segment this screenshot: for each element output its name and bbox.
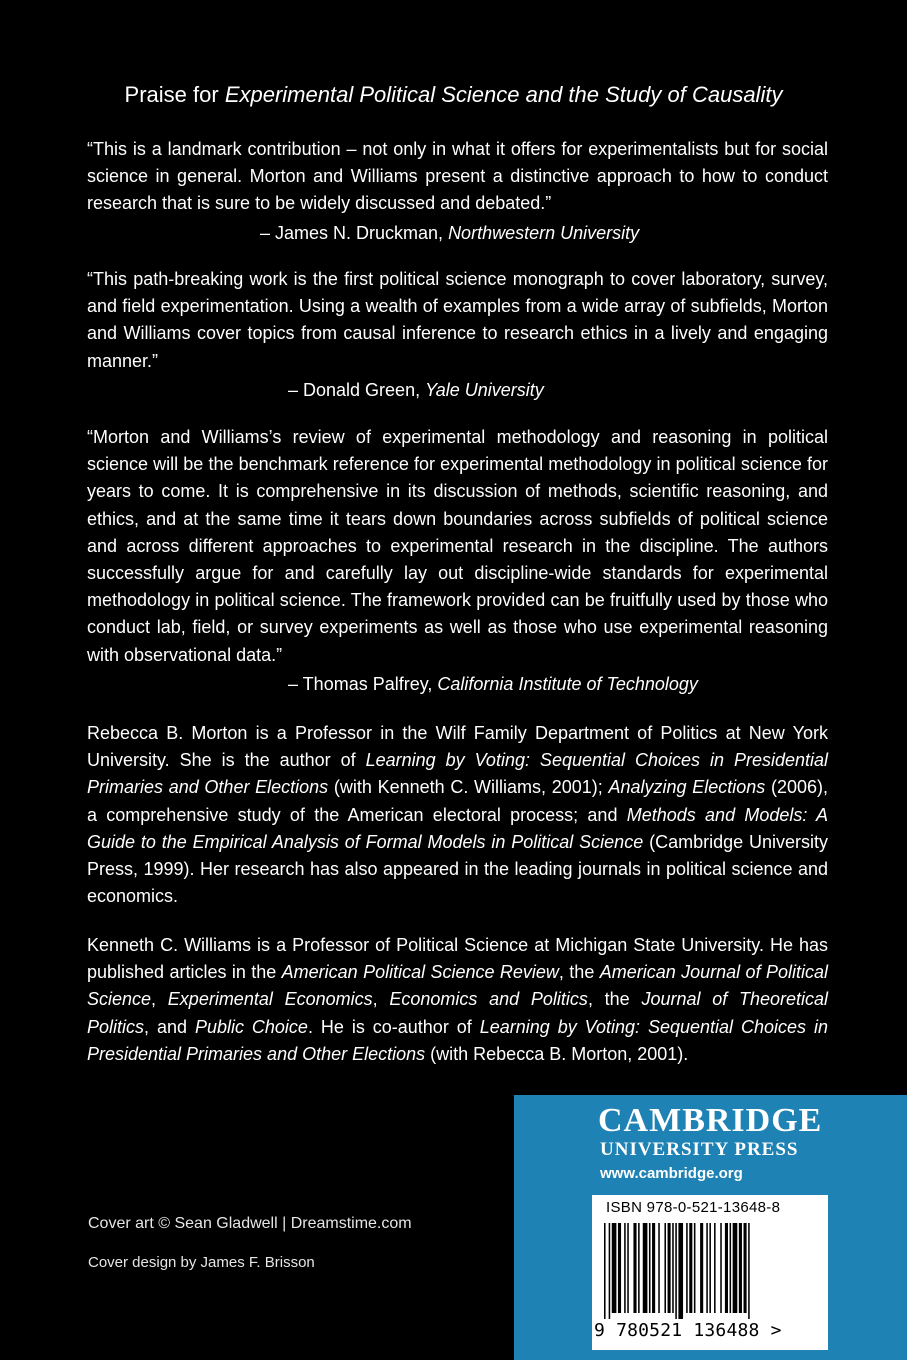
praise-heading: [0, 80, 907, 110]
barcode-bar: [643, 1223, 648, 1313]
bio-text: Kenneth C. Williams is a Professor of Political Science at Michigan State University. He has published articles in the: [87, 935, 828, 983]
barcode-bar: [672, 1223, 674, 1313]
barcode-bar: [668, 1223, 671, 1313]
barcode-bar: [714, 1223, 716, 1313]
isbn-label: ISBN 978-0-521-13648-8: [606, 1199, 781, 1216]
attribution-palfrey: [288, 672, 698, 696]
praise-prefix: Praise for: [124, 82, 225, 107]
attribution-author: – James N. Druckman,: [260, 223, 449, 243]
publisher-press: UNIVERSITY PRESS: [600, 1139, 799, 1160]
quote-green: “This path-breaking work is the first political science monograph to cover laboratory, survey, and field experimentation. Using a wealth of examples from a wide array of subfields, Morton and Williams cover topics from causal inference to research ethics in a lively and engaging manner.”: [87, 269, 828, 371]
book-title: Learning by Voting: Sequential Choices in Presidential Primaries and Other Elections: [87, 1016, 828, 1064]
bio-text: ,: [151, 989, 168, 1010]
bio-text: Rebecca B. Morton is a Professor in the Wilf Family Department of Politics at New York University. She is the author of: [87, 723, 828, 771]
attribution-green: [288, 378, 544, 402]
barcode-bar: [748, 1223, 750, 1319]
publisher-url: www.cambridge.org: [600, 1165, 743, 1182]
barcode-bar: [633, 1223, 636, 1313]
barcode-bar: [733, 1223, 738, 1313]
barcode-bar: [744, 1223, 747, 1313]
bio-text: (with Rebecca B. Morton, 2001).: [425, 1043, 689, 1064]
barcode-bar: [720, 1223, 722, 1313]
journal-title: Public Choice: [194, 1016, 308, 1037]
barcode-bar: [609, 1223, 611, 1319]
bio-text: (2006), a comprehensive study of the American electoral process; and: [87, 777, 828, 825]
journal-title: Economics and Politics: [389, 989, 588, 1010]
attribution-druckman: [260, 221, 639, 245]
book-title: Experimental Political Science and the Study of Causality: [224, 82, 783, 107]
author-bio-williams: [87, 932, 828, 1068]
book-title: Learning by Voting: Sequential Choices in Presidential Primaries and Other Elections: [87, 750, 828, 798]
journal-title: Experimental Economics: [167, 989, 373, 1010]
attribution-affiliation: Northwestern University: [448, 223, 640, 243]
bio-text: (with Kenneth C. Williams, 2001);: [328, 777, 609, 798]
journal-title: American Political Science Review: [281, 962, 559, 983]
bio-text: , and: [144, 1016, 195, 1037]
barcode-digits: 9 780521 136488 >: [594, 1320, 782, 1341]
barcode-bar: [725, 1223, 728, 1313]
cover-art-credit: Cover art © Sean Gladwell | Dreamstime.com: [88, 1215, 412, 1232]
barcode-bar: [700, 1223, 703, 1313]
barcode-bar: [664, 1223, 666, 1313]
book-title: Methods and Models: A Guide to the Empirical Analysis of Formal Models in Political Science: [87, 804, 828, 852]
barcode-bar: [638, 1223, 640, 1313]
barcode: [592, 1195, 828, 1350]
barcode-bar: [709, 1223, 711, 1313]
barcode-bar: [627, 1223, 629, 1313]
book-title: Analyzing Elections: [608, 777, 766, 798]
barcode-bar: [624, 1223, 626, 1313]
bio-text: , the: [558, 962, 600, 983]
quote-druckman: “This is a landmark contribution – not only in what it offers for experimentalists but for social science in general. Morton and Williams present a distinctive approach to how to conduct research that is sure to be widely discussed and debated.”: [87, 139, 828, 214]
publisher-block: [514, 1095, 907, 1360]
barcode-bar: [686, 1223, 688, 1313]
journal-title: American Journal of Political Science: [87, 962, 828, 1010]
barcode-bar: [689, 1223, 692, 1313]
barcode-bar: [658, 1223, 660, 1313]
attribution-author: – Donald Green,: [288, 380, 426, 400]
barcode-bar: [618, 1223, 621, 1313]
barcode-bar: [730, 1223, 732, 1313]
bio-text: ,: [372, 989, 390, 1010]
attribution-author: – Thomas Palfrey,: [288, 674, 438, 694]
barcode-bar: [652, 1223, 655, 1313]
barcode-bar: [694, 1223, 696, 1313]
bio-text: . He is co-author of: [307, 1016, 480, 1037]
journal-title: Journal of Theoretical Politics: [87, 989, 828, 1037]
barcode-bar: [675, 1223, 677, 1319]
attribution-affiliation: California Institute of Technology: [437, 674, 698, 694]
cover-design-credit: Cover design by James F. Brisson: [88, 1254, 315, 1271]
barcode-bar: [706, 1223, 708, 1313]
barcode-bar: [604, 1223, 606, 1319]
barcode-bar: [649, 1223, 651, 1313]
bio-text: , the: [587, 989, 642, 1010]
quote-palfrey: “Morton and Williams’s review of experimental methodology and reasoning in political science will be the benchmark reference for experimental methodology in political science for years to come. It is comprehensive in its discussion of methods, scientific reasoning, and ethics, and at the same time it tears down boundaries across subfields of political science and across different approaches to experimental research in the discipline. The authors successfully argue for and carefully lay out discipline-wide standards for experimental methodology in political science. The framework provided can be fruitfully used by those who conduct lab, field, or survey experiments as well as those who use experimental reasoning with observational data.”: [87, 427, 828, 665]
barcode-bar: [612, 1223, 617, 1313]
author-bio-morton: [87, 720, 828, 910]
attribution-affiliation: Yale University: [425, 380, 544, 400]
publisher-name: CAMBRIDGE: [598, 1102, 823, 1139]
bio-text: (Cambridge University Press, 1999). Her research has also appeared in the leading journals in political science and economics.: [87, 831, 828, 907]
barcode-bars-icon: [598, 1223, 822, 1319]
barcode-bar: [739, 1223, 742, 1313]
barcode-bar: [678, 1223, 683, 1319]
